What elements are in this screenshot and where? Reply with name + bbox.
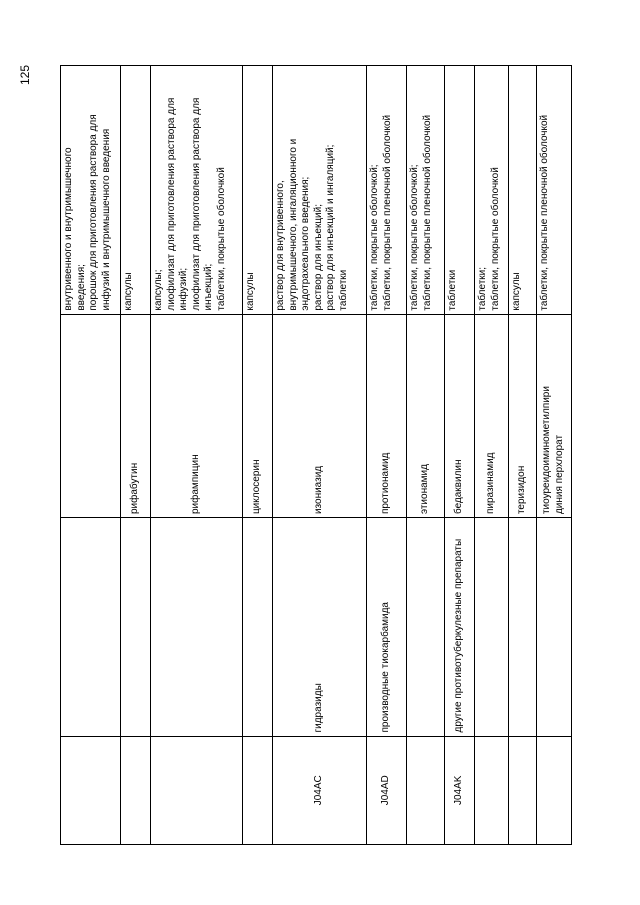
dosage-form-line: таблетки, покрытые оболочкой; — [409, 164, 420, 311]
dosage-form-line: таблетки, покрытые пленочной оболочкой — [421, 114, 433, 311]
dosage-form-line: таблетки, покрытые оболочкой — [489, 167, 501, 311]
dosage-form-line: таблетки — [337, 269, 349, 311]
table-row — [121, 66, 151, 845]
atc-code-cell — [537, 736, 572, 844]
group-name-cell — [509, 518, 537, 736]
table-row — [475, 66, 509, 845]
group-name-cell — [151, 518, 243, 736]
drug-name: бедаквилин — [453, 459, 465, 515]
table-row — [367, 66, 407, 845]
dosage-form-line: инфузий и внутримышечного введения — [100, 128, 112, 311]
dosage-form-line: внутримышечного, ингаляционного и — [287, 138, 299, 311]
group-name-cell — [61, 518, 121, 736]
drug-name-cell — [121, 314, 151, 517]
atc-code-cell: J04AC — [273, 736, 367, 844]
dosage-forms-cell — [537, 66, 572, 315]
rotated-page — [18, 65, 585, 845]
drug-name-cell — [445, 314, 475, 517]
dosage-form-line: капсулы — [123, 272, 134, 311]
dosage-forms-cell — [273, 66, 367, 315]
dosage-form-line: раствор для инъекций и ингаляций; — [325, 144, 337, 311]
group-name-cell — [537, 518, 572, 736]
drug-name: пиразинамид — [485, 452, 497, 515]
table-row — [407, 66, 445, 845]
dosage-form-line: внутривенного и внутримышечного — [63, 147, 74, 311]
drug-name: рифабутин — [129, 462, 141, 515]
dosage-form-line: капсулы — [245, 272, 256, 311]
dosage-form-line: инъекций; — [203, 263, 215, 311]
dosage-form-line: порошок для приготовления раствора для — [88, 114, 100, 311]
table-row — [273, 66, 367, 845]
drug-name-cell — [151, 314, 243, 517]
dosage-form-line: капсулы; — [153, 269, 164, 311]
drug-name: циклосерин — [251, 459, 263, 515]
table-row — [537, 66, 572, 845]
dosage-forms-cell — [445, 66, 475, 315]
atc-code-cell: J04AD — [367, 736, 407, 844]
dosage-form-line: таблетки, покрытые оболочкой; — [369, 164, 380, 311]
dosage-form-line: введения; — [75, 264, 87, 311]
table-row — [151, 66, 243, 845]
drug-name-cell — [537, 314, 572, 517]
atc-code-cell — [475, 736, 509, 844]
drug-name: изониазид — [313, 465, 325, 515]
atc-code-cell — [121, 736, 151, 844]
dosage-form-line: таблетки; — [477, 266, 488, 311]
atc-code-cell — [509, 736, 537, 844]
dosage-form-line: раствор для внутривенного, — [275, 180, 286, 311]
dosage-form-line: лиофилизат для приготовления раствора для — [165, 97, 177, 311]
atc-code-cell: J04AK — [445, 736, 475, 844]
atc-code-cell — [243, 736, 273, 844]
dosage-forms-cell — [367, 66, 407, 315]
dosage-forms-cell — [509, 66, 537, 315]
dosage-form-line: таблетки, покрытые пленочной оболочкой — [381, 114, 393, 311]
drug-name-cell — [243, 314, 273, 517]
atc-code-cell — [407, 736, 445, 844]
dosage-form-line: раствор для инъекций; — [312, 204, 324, 311]
dosage-forms-cell — [121, 66, 151, 315]
table-row — [509, 66, 537, 845]
dosage-forms-cell — [475, 66, 509, 315]
dosage-forms-cell — [61, 66, 121, 315]
group-name-cell — [243, 518, 273, 736]
page-number: 125 — [18, 65, 32, 86]
table-row — [61, 66, 121, 845]
drug-name-cell — [407, 314, 445, 517]
table-row — [243, 66, 273, 845]
drug-name-cell — [367, 314, 407, 517]
dosage-form-line: таблетки — [447, 269, 458, 311]
drug-name-cell — [61, 314, 121, 517]
atc-code-cell — [61, 736, 121, 844]
drug-name-cell — [475, 314, 509, 517]
dosage-form-line: таблетки, покрытые оболочкой — [215, 167, 227, 311]
drug-name-cell — [273, 314, 367, 517]
dosage-form-line: инфузий; — [178, 267, 190, 311]
drug-name: рифампицин — [190, 454, 202, 515]
dosage-form-line: таблетки, покрытые пленочной оболочкой — [539, 114, 550, 311]
group-name-cell: производные тиокарбамида — [367, 518, 407, 736]
group-name-cell: другие противотуберкулезные препараты — [445, 518, 475, 736]
dosage-form-line: капсулы — [511, 272, 522, 311]
dosage-forms-cell — [151, 66, 243, 315]
group-name-cell — [407, 518, 445, 736]
dosage-form-line: лиофилизат для приготовления раствора для — [190, 97, 202, 311]
group-name-cell: гидразиды — [273, 518, 367, 736]
dosage-forms-cell — [407, 66, 445, 315]
dosage-forms-cell — [243, 66, 273, 315]
dosage-form-line: эндотрахеального введения; — [300, 176, 312, 311]
drug-name: протионамид — [380, 452, 392, 515]
drug-name-cont: диния перхлорат — [554, 434, 565, 515]
atc-code-cell — [151, 736, 243, 844]
drug-name: этионамид — [419, 464, 431, 515]
group-name-cell — [121, 518, 151, 736]
table-row — [445, 66, 475, 845]
drug-table — [60, 65, 572, 845]
drug-name-cell — [509, 314, 537, 517]
group-name-cell — [475, 518, 509, 736]
drug-name: тиоуреидоиминометилпири — [541, 386, 553, 515]
drug-name: теризидон — [516, 465, 528, 515]
